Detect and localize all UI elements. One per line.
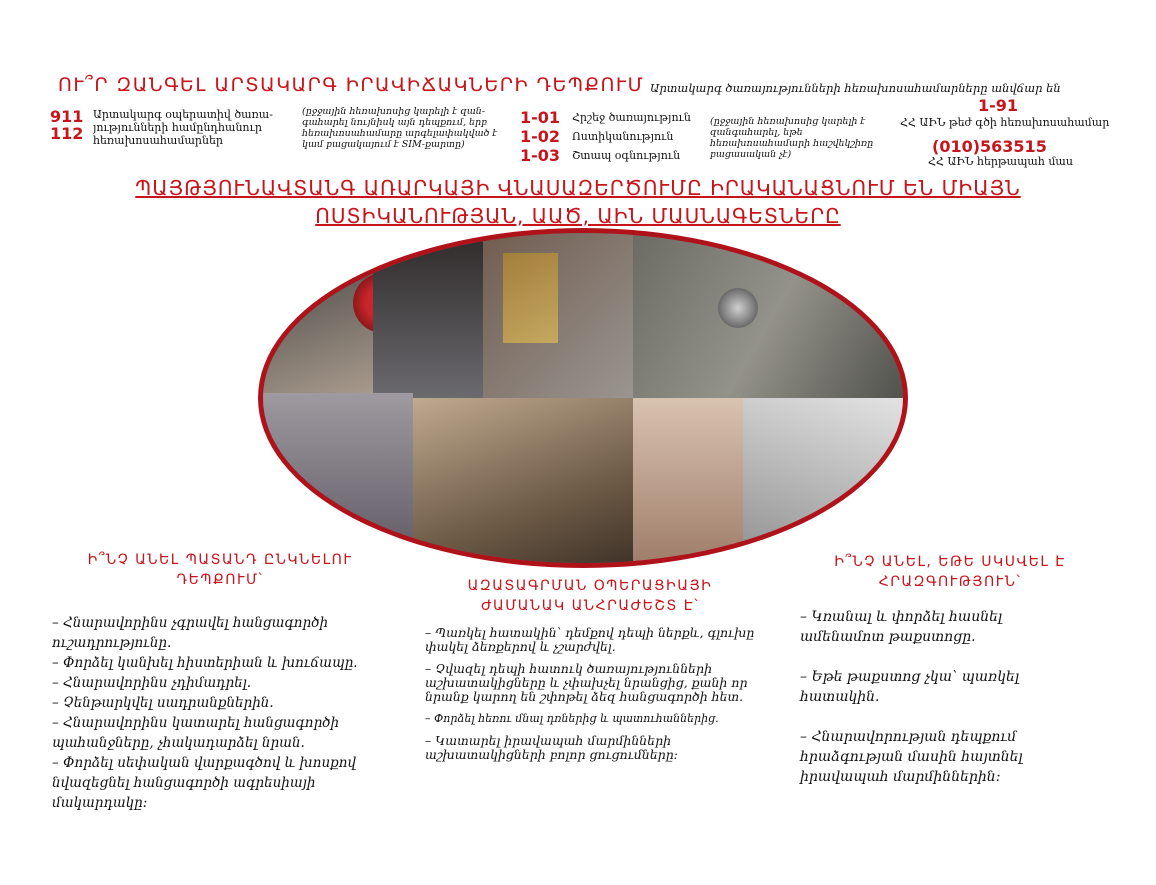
rescue-advice-list [425, 626, 775, 770]
collage-tile-police [633, 233, 908, 398]
hotline-police: 1-02 Ոստիկանություն [520, 127, 674, 146]
hostage-advice-list [52, 613, 372, 813]
hotline-duty-label: ՀՀ ԱԻՆ հերթապահ մաս [928, 155, 1073, 168]
hotline-911: 911 [50, 107, 84, 126]
collage-tile-militants [413, 398, 633, 568]
list-item: – Կռանալ և փորձել հասնել ամենամոտ թաքստոցը. [800, 607, 1080, 647]
hotline-191-label: ՀՀ ԱԻՆ թեժ գծի հեռախոսահամար [900, 116, 1110, 129]
hotline-services-note: (ըջջային հեռախոսից կարելի է զանգահարել, եթե հեռախոսահամարի հաշվեկշիռը բացասական չէ) [710, 116, 874, 160]
list-item: – Հնարավորինս չդիմադրել. [52, 673, 372, 693]
hotline-112: 112 [50, 124, 84, 143]
list-item: – Փորձել հեռու մնալ դռներից և պատուհաններից. [425, 712, 775, 726]
list-item: – Փորձել սեփական վարքագծով և խոսքով նվազեցնել հանցագործի ագրեսիայի մակարդակը: [52, 753, 372, 813]
list-item: – Կատարել իրավապահ մարմինների աշխատակիցների բոլոր ցուցումները: [425, 734, 775, 762]
hostage-heading: Ի՞ՆՉ ԱՆԵԼ ՊԱՏԱՆԴ ԸՆԿՆԵԼՈՒ ԴԵՊՔՈՒՄ՝ [87, 552, 353, 588]
list-item: – Հնարավորության դեպքում հրաձգության մասին հայտնել իրավապահ մարմիններին: [800, 727, 1080, 787]
free-calls-note: Արտակարգ ծառայությունների հեռախոսահամարները անվճար են [650, 81, 1061, 95]
list-item: – Չենթարկվել սադրանքներին. [52, 693, 372, 713]
hotline-duty-number: (010)563515 [932, 137, 1047, 156]
shooting-advice-list [800, 607, 1080, 807]
list-item: – Հնարավորինս կատարել հանցագործի պահանջները, չհակադարձել նրան. [52, 713, 372, 753]
collage-tile-hostages [483, 233, 633, 398]
hotline-universal-label: Արտակարգ օպերատիվ ծառա- յությունների համընդհանուր հեռախոսահամարներ [93, 108, 273, 147]
warning-banner-line2: ՈՍՏԻԿԱՆՈՒԹՅԱՆ, ԱԱԾ, ԱԻՆ ՄԱՍՆԱԳԵՏՆԵՐԸ [315, 204, 841, 228]
list-item: – Եթե թաքստոց չկա՝ պառկել հատակին. [800, 667, 1080, 707]
hotline-fire: 1-01 Հրշեջ ծառայություն [520, 108, 691, 127]
hotline-universal-note: (ըջջային հեռախոսից կարելի է զան-գահարել նույնիսկ այն դեպքում, երբ հեռախոսահամարը արգելափակված է կամ բացակայում է SIM-քարտը) [302, 106, 498, 150]
list-item: – Չվազել դեպի հատուկ ծառայությունների աշխատակիցները և չփախչել նրանցից, քանի որ նրանք կարող են շփոթել ձեզ հանցագործի հետ. [425, 662, 775, 704]
collage-tile-crowd [373, 233, 483, 398]
police-badge-icon [718, 288, 758, 328]
page-title: ՈՒ՞Ր ԶԱՆԳԵԼ ԱՐՏԱԿԱՐԳ ԻՐԱՎԻՃԱԿՆԵՐԻ ԴԵՊՔՈՒՄ [58, 74, 645, 96]
list-item: – Փորձել կանխել հիստերիան և խուճապը. [52, 653, 372, 673]
hotline-191: 1-91 [978, 96, 1019, 115]
rescue-heading: ԱԶԱՏԱԳՐՄԱՆ ՕՊԵՐԱՑԻԱՅԻ ԺԱՄԱՆԱԿ ԱՆՀՐԱԺԵՇՏ Է՝ [467, 578, 713, 614]
collage-tile-swat [743, 398, 908, 568]
list-item: – Հնարավորինս չգրավել հանցագործի ուշադրությունը. [52, 613, 372, 653]
hotline-group-universal [50, 108, 83, 142]
collage-tile-gunmen-left [263, 393, 413, 568]
warning-banner-line1: ՊԱՅԹՅՈՒՆԱՎՏԱՆԳ ԱՌԱՐԿԱՅԻ ՎՆԱՍԱԶԵՐԾՈՒՄԸ ԻՐԱԿԱՆԱՑՆՈՒՄ ԵՆ ՄԻԱՅՆ [135, 176, 1021, 200]
shooting-heading: Ի՞ՆՉ ԱՆԵԼ, ԵԹԵ ՍԿՍՎԵԼ Է ՀՐԱԶԳՈՒԹՅՈՒՆ՝ [834, 554, 1066, 590]
photo-collage [258, 228, 908, 568]
hotline-ambulance: 1-03 Շտապ օգնություն [520, 146, 681, 165]
list-item: – Պառկել հատակին՝ դեմքով դեպի ներքև, գլուխը փակել ձեռքերով և չշարժվել. [425, 626, 775, 654]
collage-tile-cuffed-hands [633, 398, 743, 568]
hotline-group-services [520, 108, 691, 165]
